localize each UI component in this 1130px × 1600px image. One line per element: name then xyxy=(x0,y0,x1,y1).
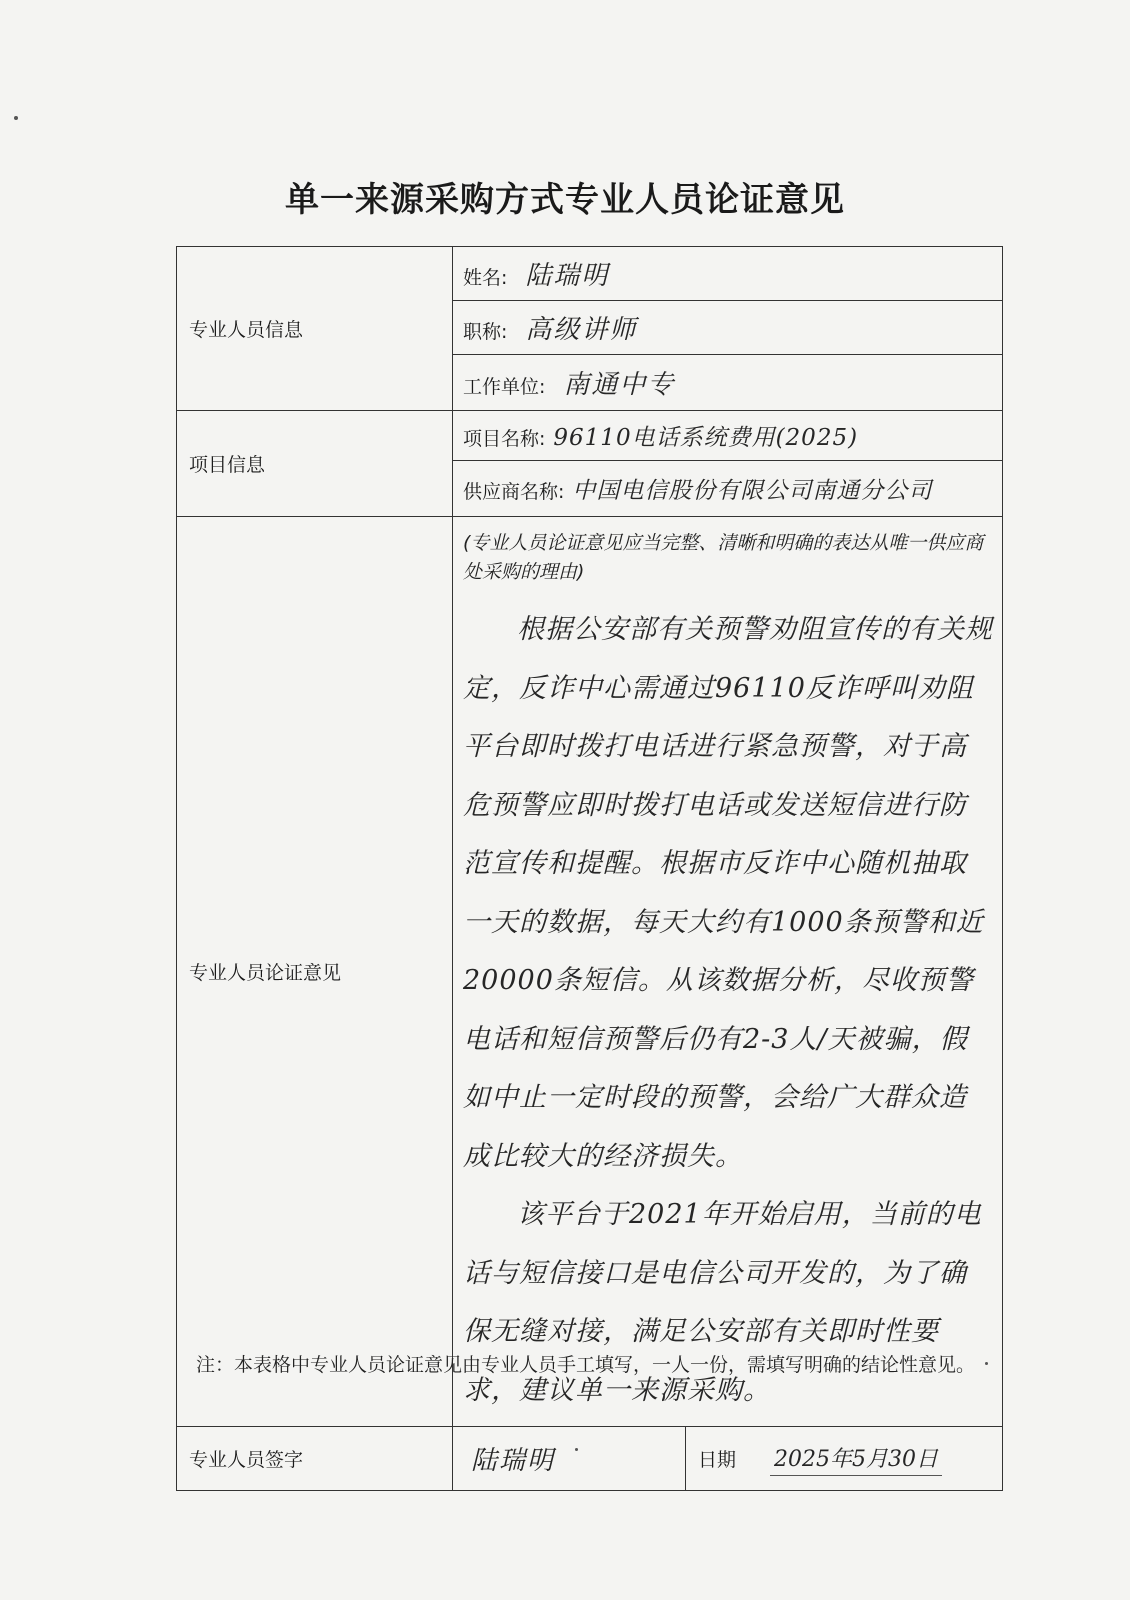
date-label: 日期 xyxy=(698,1449,737,1471)
name-value: 陆瑞明 xyxy=(525,261,610,291)
project-name-label: 项目名称: xyxy=(463,428,546,450)
opinion-form-table xyxy=(176,246,1003,1491)
footer-note: 注：本表格中专业人员论证意见由专业人员手工填写，一人一份，需填写明确的结论性意见。 xyxy=(196,1354,976,1376)
supplier-value: 中国电信股份有限公司南通分公司 xyxy=(572,478,933,504)
project-name-value: 96110电话系统费用(2025) xyxy=(553,425,859,451)
title-value: 高级讲师 xyxy=(525,315,638,345)
scan-speck xyxy=(14,116,18,120)
employer-value: 南通中专 xyxy=(563,370,676,400)
employer-row xyxy=(453,355,1003,411)
opinion-instruction: (专业人员论证意见应当完整、清晰和明确的表达从唯一供应商处采购的理由) xyxy=(463,532,984,583)
page-title: 单一来源采购方式专业人员论证意见 xyxy=(285,180,845,220)
employer-label: 工作单位: xyxy=(463,376,546,398)
title-label: 职称: xyxy=(463,321,508,343)
supplier-row xyxy=(453,461,1003,517)
date-area xyxy=(686,1427,1002,1490)
title-row xyxy=(453,301,1003,355)
date-value: 2025年5月30日 xyxy=(770,1442,942,1476)
project-name-row xyxy=(453,411,1003,461)
scan-speck xyxy=(575,1448,578,1451)
opinion-body xyxy=(463,601,994,1420)
name-row xyxy=(453,247,1003,301)
opinion-paragraph: 该平台于2021年开始启用，当前的电话与短信接口是电信公司开发的，为了确保无缝对接，满足公安部有关即时性要求，建议单一来源采购。 xyxy=(463,1199,982,1406)
project-section-label: 项目信息 xyxy=(177,411,453,517)
opinion-section-label: 专业人员论证意见 xyxy=(177,517,453,1427)
name-label: 姓名: xyxy=(463,267,508,289)
signature-date-cell xyxy=(453,1427,1003,1491)
signature-label: 专业人员签字 xyxy=(177,1427,453,1491)
scan-speck xyxy=(985,1362,988,1365)
signature-value: 陆瑞明 xyxy=(471,1446,556,1476)
supplier-label: 供应商名称: xyxy=(463,481,565,503)
signature-area xyxy=(453,1427,686,1490)
opinion-cell xyxy=(453,517,1003,1427)
opinion-paragraph: 根据公安部有关预警劝阻宣传的有关规定，反诈中心需通过96110反诈呼叫劝阻平台即时拨打电话进行紧急预警，对于高危预警应即时拨打电话或发送短信进行防范宣传和提醒。根据市反诈中心随机抽取一天的数据，每天大约有1000条预警和近20000条短信。从该数据分析，尽收预警电话和短信预警后仍有2-3人/天被骗，假如中止一定时段的预警，会给广大群众造成比较大的经济损失。 xyxy=(463,614,993,1172)
personnel-section-label: 专业人员信息 xyxy=(177,247,453,411)
